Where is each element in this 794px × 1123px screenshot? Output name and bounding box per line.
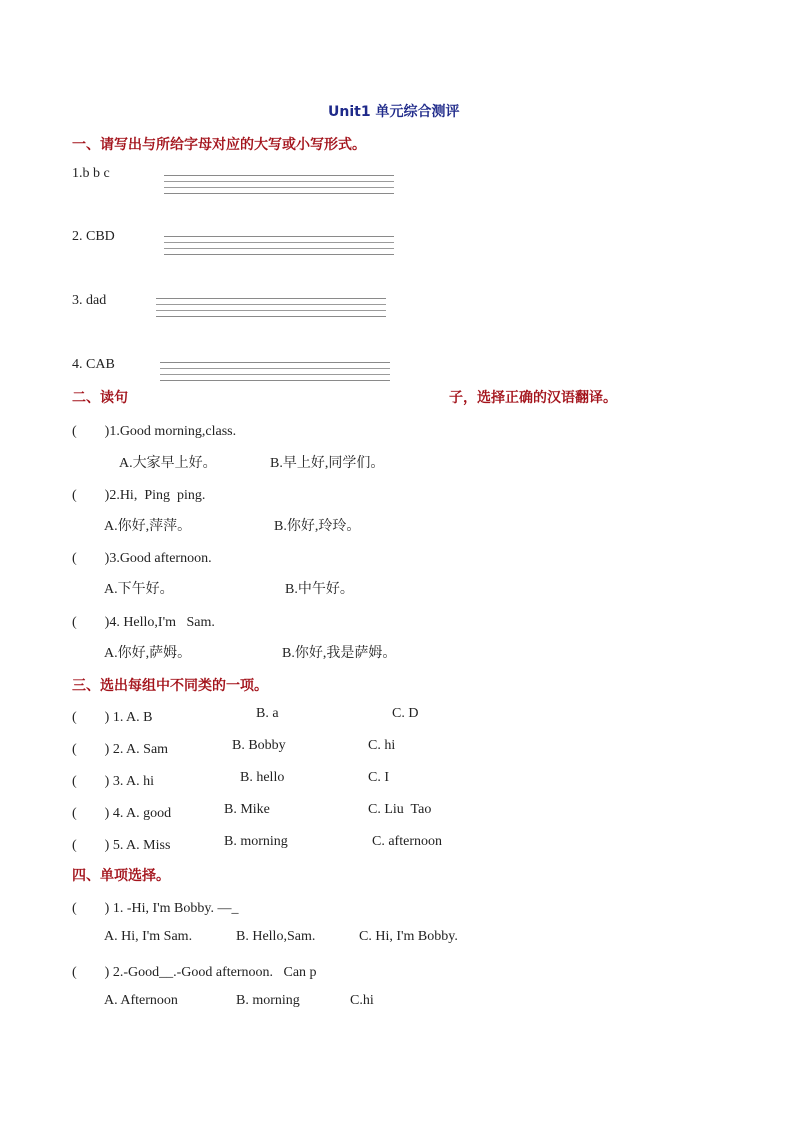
s1-writing-lines-3[interactable] [156,298,386,322]
s2-q2-option-a: A.你好,萍萍。 [104,519,192,534]
s4-q1: ( ) 1. -Hi, I'm Bobby. —_ [72,901,239,916]
section-4-heading: 四、单项选择。 [72,868,170,884]
s3-row-5-option-c: C. afternoon [372,834,442,849]
s2-q4: ( )4. Hello,I'm Sam. [72,615,215,630]
s2-q2-option-b: B.你好,玲玲。 [274,519,361,534]
s1-item-4: 4. CAB [72,357,115,372]
s2-q2: ( )2.Hi, Ping ping. [72,488,206,503]
s2-q1: ( )1.Good morning,class. [72,424,237,439]
s4-q1-option-c: C. Hi, I'm Bobby. [359,929,458,944]
section-2-heading-right: 子，选择正确的汉语翻译。 [449,390,617,406]
s3-row-4-option-c: C. Liu Tao [368,802,432,817]
section-2-heading-left: 二、读句 [72,390,128,406]
s3-row-1: ( ) 1. A. B [72,710,153,725]
s3-row-2-option-b: B. Bobby [232,738,286,753]
s3-row-5-option-b: B. morning [224,834,288,849]
s4-q2: ( ) 2.-Good__.-Good afternoon. Can p [72,965,317,980]
section-1-heading: 一、请写出与所给字母对应的大写或小写形式。 [72,137,366,153]
s3-row-2-option-c: C. hi [368,738,396,753]
s4-q2-option-a: A. Afternoon [104,993,178,1008]
s2-q3: ( )3.Good afternoon. [72,551,212,566]
s4-q2-option-c: C.hi [350,993,374,1008]
s1-item-1: 1.b b c [72,166,110,181]
s2-q4-option-b: B.你好,我是萨姆。 [282,646,397,661]
s3-row-5: ( ) 5. A. Miss [72,838,171,853]
s3-row-2: ( ) 2. A. Sam [72,742,169,757]
s2-q3-option-a: A.下午好。 [104,582,174,597]
s2-q1-option-a: A.大家早上好。 [119,456,217,471]
s3-row-3: ( ) 3. A. hi [72,774,155,789]
s3-row-1-option-b: B. a [256,706,279,721]
s3-row-1-option-c: C. D [392,706,419,721]
s1-writing-lines-1[interactable] [164,175,394,199]
s1-item-2: 2. CBD [72,229,115,244]
s4-q2-option-b: B. morning [236,993,300,1008]
s3-row-3-option-b: B. hello [240,770,285,785]
s2-q4-option-a: A.你好,萨姆。 [104,646,192,661]
s1-writing-lines-2[interactable] [164,236,394,260]
s1-writing-lines-4[interactable] [160,362,390,386]
section-3-heading: 三、选出每组中不同类的一项。 [72,678,268,694]
s2-q3-option-b: B.中午好。 [285,582,354,597]
s1-item-3: 3. dad [72,293,107,308]
s3-row-3-option-c: C. I [368,770,389,785]
s3-row-4: ( ) 4. A. good [72,806,172,821]
s4-q1-option-a: A. Hi, I'm Sam. [104,929,193,944]
s4-q1-option-b: B. Hello,Sam. [236,929,316,944]
s3-row-4-option-b: B. Mike [224,802,270,817]
page-title: Unit1 单元综合测评 [328,104,460,120]
s2-q1-option-b: B.早上好,同学们。 [270,456,385,471]
